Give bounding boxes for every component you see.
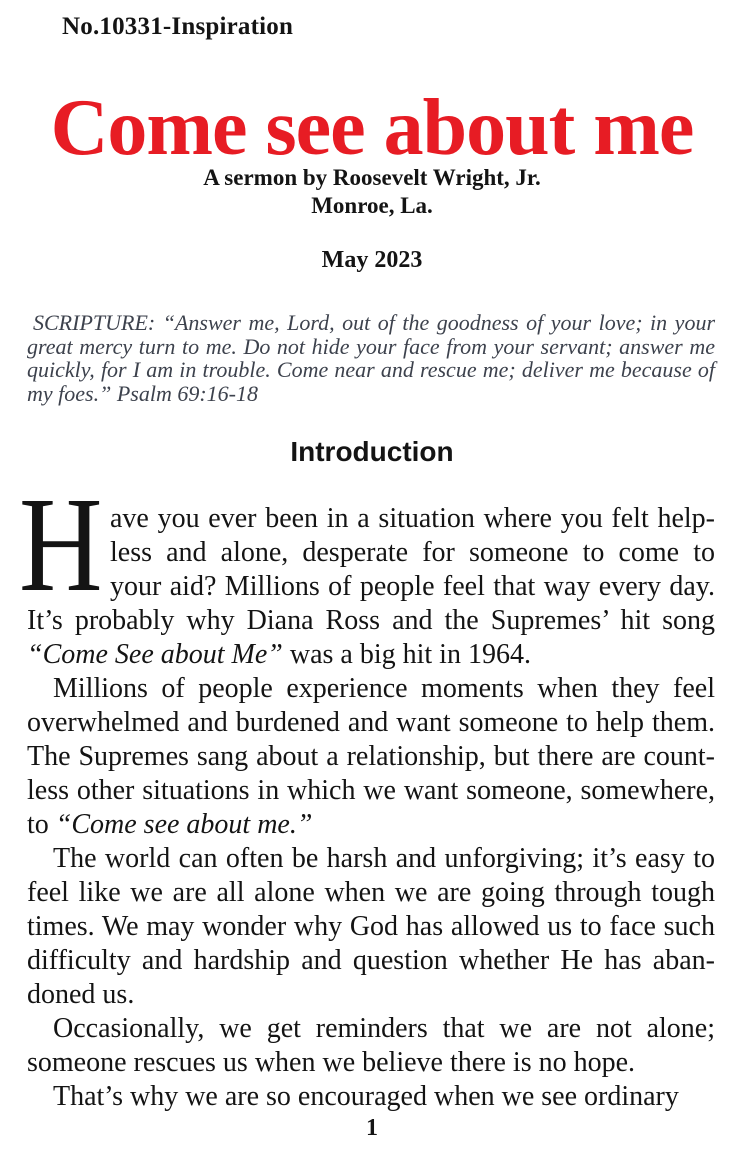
song-title-text: “Come see about me.” xyxy=(55,809,313,840)
sermon-body xyxy=(19,470,715,1114)
document-number: No.10331-Inspiration xyxy=(62,13,294,40)
body-text-run: The world can often be harsh and unforgiving; it’s easy to feel like we are all alone when we are going through tough times. We may wonder why God has allowed us to face such difficulty and hardship and question whether He has abandoned us. xyxy=(27,843,715,1010)
body-text-run: ave you ever been in a situation where you felt helpless and alone, desperate for someone to come to your aid? Millions of people feel that way every day. It’s probably why Diana Ross and the Supremes’ hit song xyxy=(27,503,715,636)
introduction-heading: Introduction xyxy=(290,436,454,467)
date: May 2023 xyxy=(321,247,423,273)
paragraph xyxy=(19,470,715,672)
page-number: 1 xyxy=(366,1115,378,1141)
body-text-run: Occasionally, we get reminders that we are not alone; someone rescues us when we believe there is no hope. xyxy=(27,1013,715,1078)
body-text-run: Millions of people experience moments when they feel overwhelmed and burdened and want someone to help them. The Supremes sang about a relationship, but there are countless other situations in which we want someone, somewhere, to xyxy=(27,673,715,840)
paragraph xyxy=(27,672,715,842)
dropcap-letter: H xyxy=(19,470,103,620)
byline: A sermon by Roosevelt Wright, Jr. xyxy=(203,165,541,190)
body-text-run: was a big hit in 1964. xyxy=(282,639,531,670)
paragraph xyxy=(27,1080,715,1114)
scripture-label: SCRIPTURE: xyxy=(33,310,156,335)
song-title-text: “Come See about Me” xyxy=(27,639,283,670)
body-text-run: That’s why we are so encouraged when we see ordinary xyxy=(53,1081,679,1112)
sermon-title: Come see about me xyxy=(50,84,694,172)
paragraph xyxy=(27,1012,715,1080)
location: Monroe, La. xyxy=(311,193,433,218)
scripture-quote: “Answer me, Lord, out of the goodness of your love; in your great mercy turn to me. Do not hide your face from your servant; answer me quickly, for I am in trouble. Come near and rescue me; deliver me because of my foes.” xyxy=(27,310,715,406)
scripture-reference: Psalm 69:16-18 xyxy=(116,380,258,406)
paragraph xyxy=(27,842,715,1012)
scripture-passage xyxy=(27,311,715,405)
